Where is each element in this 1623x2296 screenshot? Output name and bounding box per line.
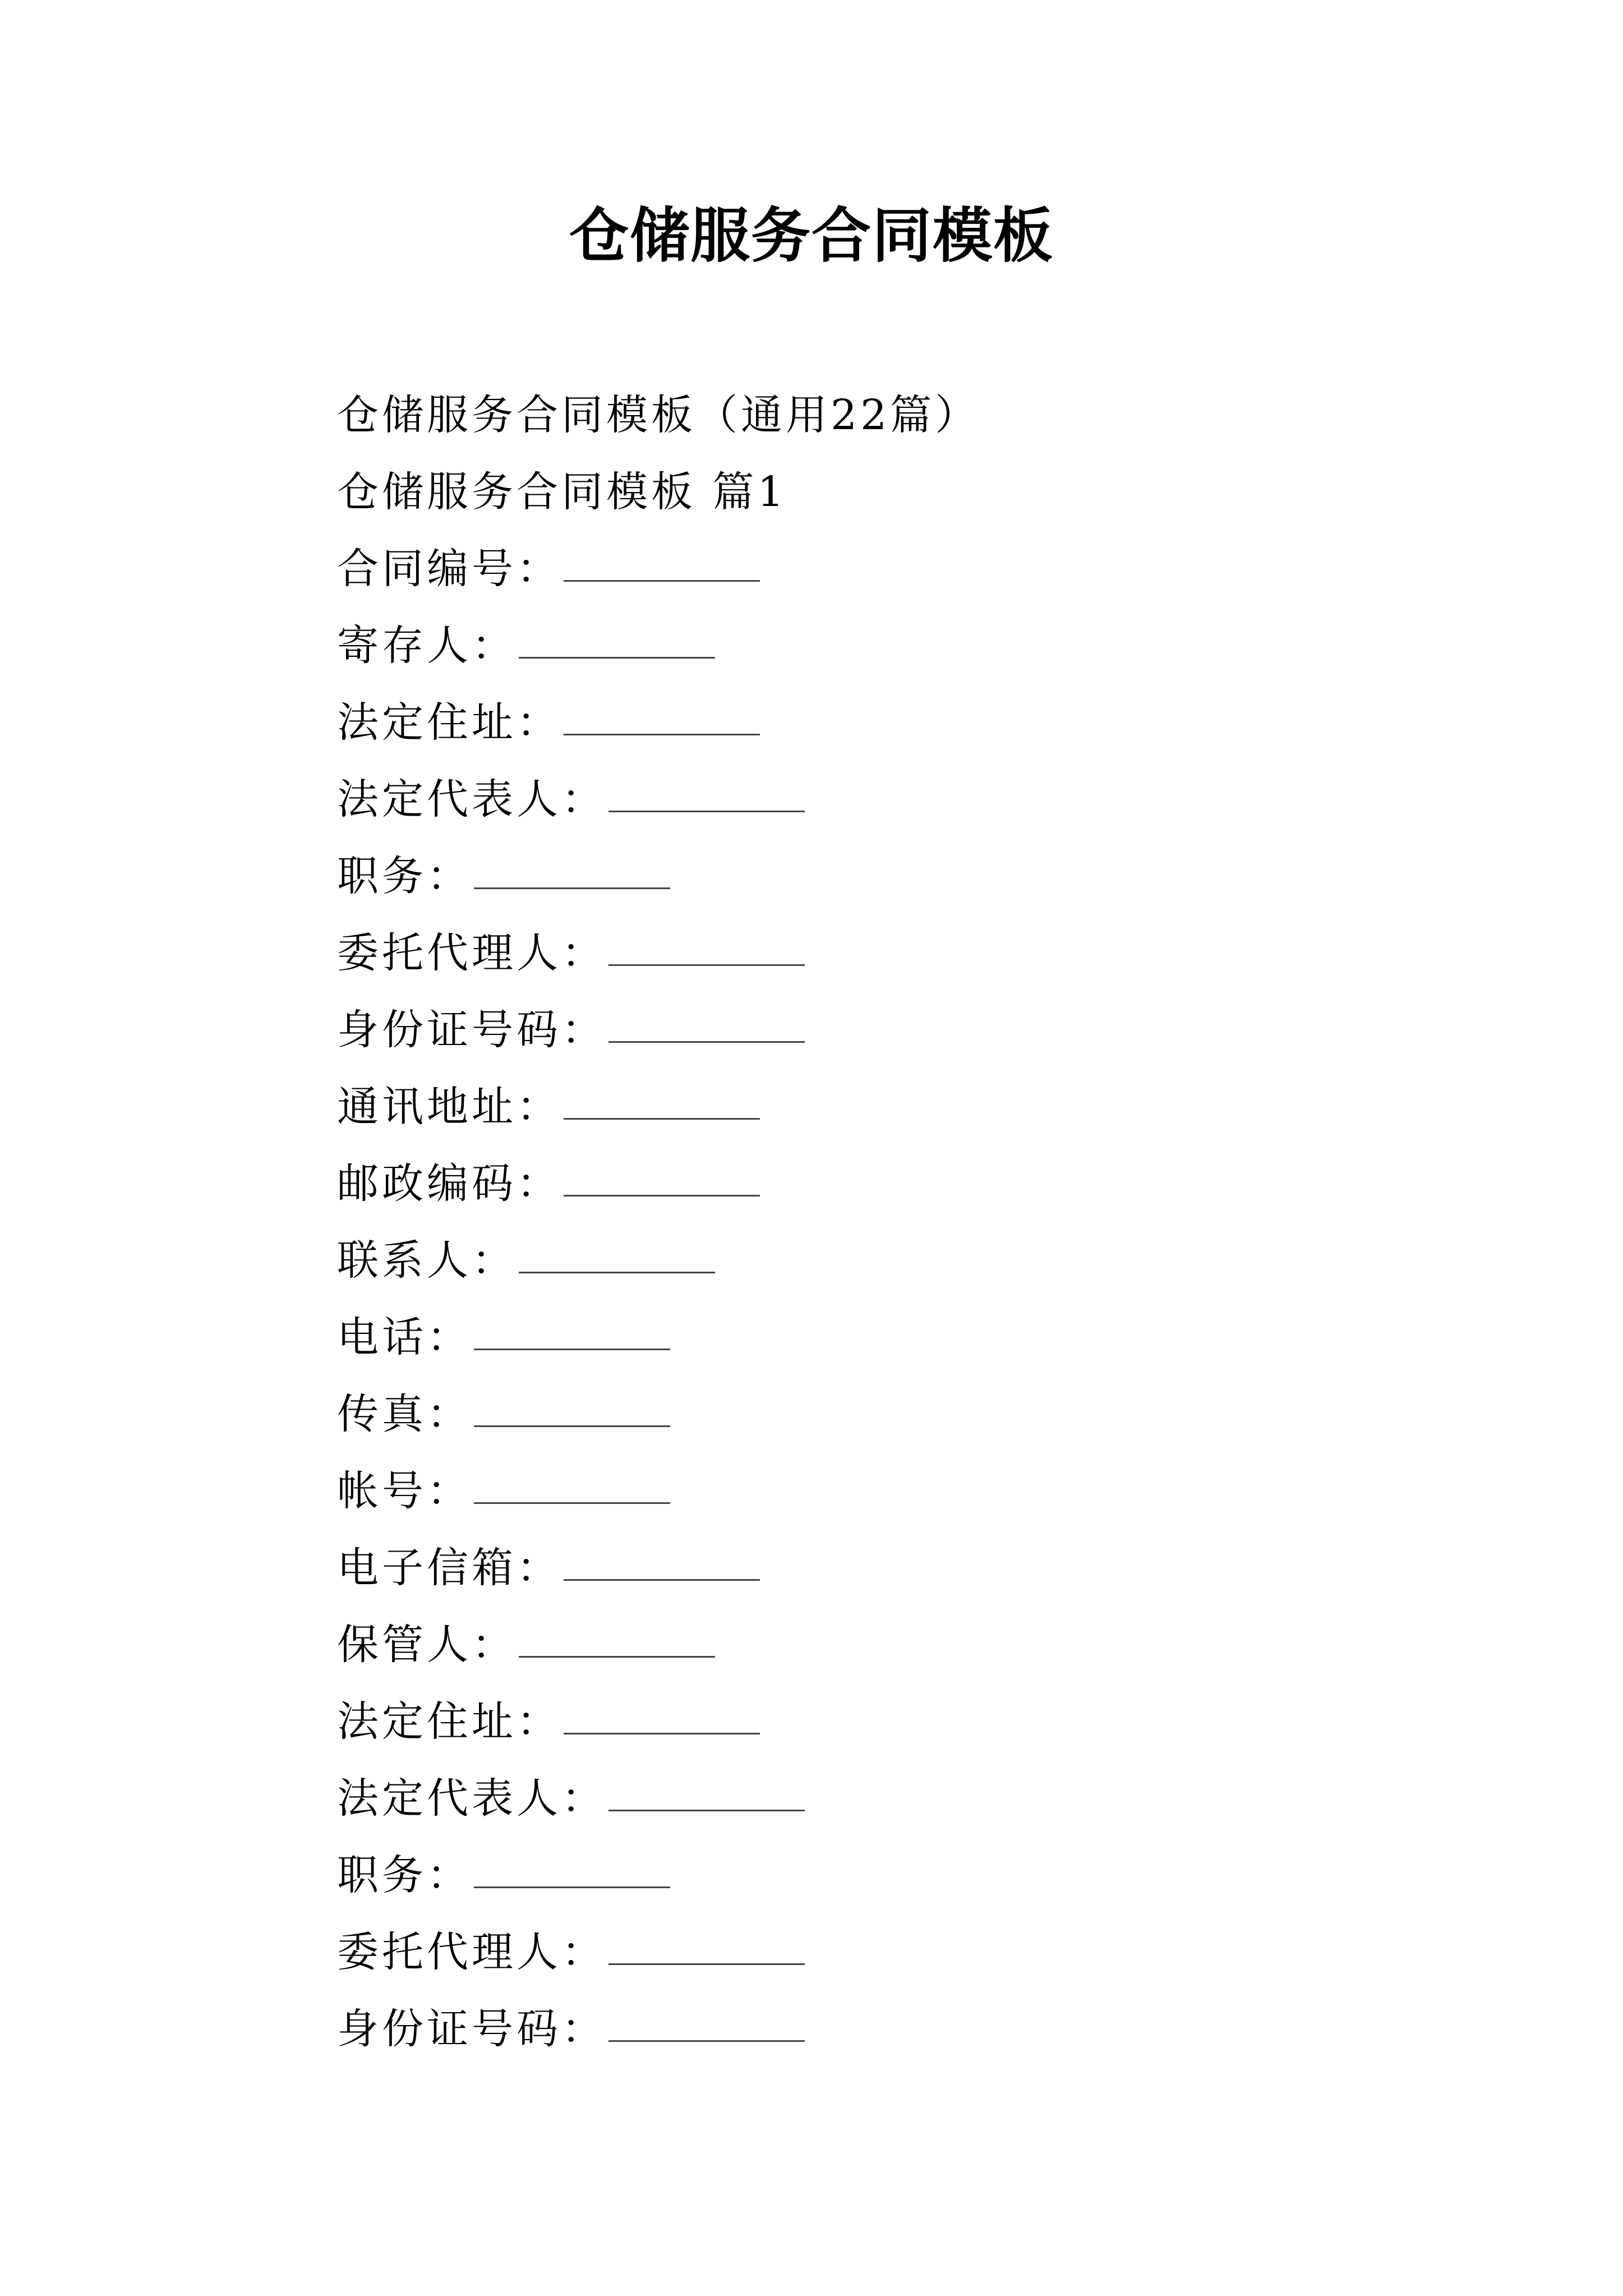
fill-blank bbox=[519, 1222, 715, 1273]
field-depositor-address bbox=[337, 684, 1459, 761]
field-label: 电子信箱： bbox=[337, 1544, 561, 1592]
field-label: 法定代表人： bbox=[337, 1774, 606, 1823]
field-label: 合同编号： bbox=[337, 545, 561, 593]
field-depositor-position bbox=[337, 838, 1459, 915]
field-label: 身份证号码： bbox=[337, 2005, 606, 2053]
fill-blank bbox=[564, 531, 760, 582]
section-heading: 仓储服务合同模板 篇1 bbox=[337, 468, 787, 516]
document-body bbox=[337, 377, 1459, 2068]
field-mailing-address bbox=[337, 1069, 1459, 1145]
field-custodian bbox=[337, 1607, 1459, 1683]
fill-blank bbox=[564, 1069, 760, 1120]
fill-blank bbox=[519, 608, 715, 659]
field-label: 邮政编码： bbox=[337, 1159, 561, 1208]
field-label: 法定代表人： bbox=[337, 775, 606, 823]
fill-blank bbox=[474, 838, 670, 889]
field-label: 寄存人： bbox=[337, 622, 517, 670]
document-title: 仓储服务合同模板 bbox=[569, 200, 1054, 270]
field-depositor bbox=[337, 608, 1459, 684]
field-custodian-agent bbox=[337, 1914, 1459, 1991]
field-email bbox=[337, 1530, 1459, 1607]
field-contract-number bbox=[337, 531, 1459, 608]
field-label: 传真： bbox=[337, 1390, 472, 1438]
field-label: 联系人： bbox=[337, 1236, 517, 1285]
field-label: 通讯地址： bbox=[337, 1083, 561, 1131]
field-label: 法定住址： bbox=[337, 1697, 561, 1746]
field-custodian-address bbox=[337, 1683, 1459, 1760]
fill-blank bbox=[608, 761, 805, 812]
field-phone bbox=[337, 1299, 1459, 1376]
fill-blank bbox=[474, 1376, 670, 1427]
field-depositor-legal-rep bbox=[337, 761, 1459, 838]
fill-blank bbox=[608, 992, 805, 1043]
fill-blank bbox=[474, 1453, 670, 1504]
fill-blank bbox=[474, 1299, 670, 1350]
fill-blank bbox=[474, 1837, 670, 1888]
field-postal-code bbox=[337, 1145, 1459, 1222]
fill-blank bbox=[608, 1914, 805, 1965]
field-label: 委托代理人： bbox=[337, 1928, 606, 1976]
field-label: 身份证号码： bbox=[337, 1006, 606, 1054]
field-contact-person bbox=[337, 1222, 1459, 1299]
field-custodian-legal-rep bbox=[337, 1760, 1459, 1837]
document-subtitle: 仓储服务合同模板（通用22篇） bbox=[337, 391, 980, 439]
field-label: 帐号： bbox=[337, 1467, 472, 1515]
field-custodian-position bbox=[337, 1837, 1459, 1914]
fill-blank bbox=[564, 1145, 760, 1197]
field-account bbox=[337, 1453, 1459, 1530]
field-label: 职务： bbox=[337, 1851, 472, 1899]
fill-blank bbox=[564, 1530, 760, 1581]
field-label: 电话： bbox=[337, 1313, 472, 1361]
field-label: 委托代理人： bbox=[337, 929, 606, 977]
field-depositor-agent bbox=[337, 915, 1459, 992]
fill-blank bbox=[608, 1760, 805, 1811]
fill-blank bbox=[608, 915, 805, 966]
fill-blank bbox=[564, 684, 760, 735]
field-depositor-id-number bbox=[337, 992, 1459, 1069]
fill-blank bbox=[608, 1991, 805, 2042]
field-label: 保管人： bbox=[337, 1621, 517, 1669]
fill-blank bbox=[564, 1683, 760, 1734]
field-custodian-id-number bbox=[337, 1991, 1459, 2068]
field-label: 职务： bbox=[337, 852, 472, 900]
field-label: 法定住址： bbox=[337, 698, 561, 747]
fill-blank bbox=[519, 1607, 715, 1658]
field-fax bbox=[337, 1376, 1459, 1453]
